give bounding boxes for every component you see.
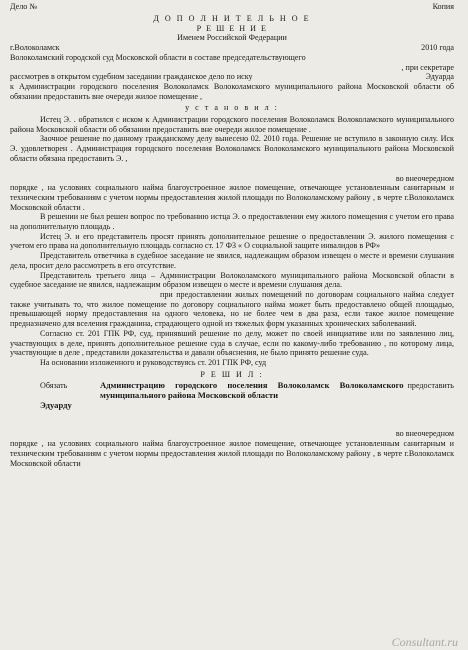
- copy-label: Копия: [432, 2, 454, 11]
- paragraph-12: порядке , на условиях социального найма благоустроенное жилое помещение, отвечающее установленным санитарным и техническим требованиям с учетом нормы предоставления жилой площади по Волоколамскому району , в черте г.Волоколамск Московской области: [10, 439, 454, 468]
- obyaz-defendant: Администрацию городского поселения Волоколамск Волоколамского муниципального района Московской области: [100, 380, 404, 401]
- paragraph-11: На основании изложенного и руководствуясь ст. 201 ГПК РФ, суд: [40, 357, 267, 367]
- obyaz-word: Обязать: [40, 381, 68, 391]
- paragraph-7: Представитель ответчика в судебное заседание не явился, надлежащим образом извещен о месте и времени слушания дела, просит дело рассмотреть в его отсутствие.: [10, 251, 454, 270]
- document-title: Д О П О Л Н И Т Е Л Ь Н О Е: [153, 14, 311, 23]
- paragraph-1: Волоколамский городской суд Московской области в составе председательствующего: [10, 52, 306, 62]
- paragraph-12-end: во внеочередном: [395, 429, 454, 439]
- document-subtitle: Р Е Ш Е Н И Е: [196, 23, 268, 33]
- obyaz-row: [10, 381, 454, 400]
- date: 2010 года: [421, 43, 454, 53]
- paragraph-8: Представитель третьего лица – Администрации Волоколамского муниципального района Московской области в судебное заседание не явился, надлежащим образом извещен о месте и времени слушания дела.: [10, 270, 454, 290]
- city-date-row: [10, 43, 454, 53]
- paragraph-3: Заочное решение по данному гражданскому делу вынесено 02. 2010 года. Решение не вступило в законную силу. Иск Э. удовлетворен . Администрация городского поселения Волоколамск Волоколамского муниципального района Московской области обязана предоставить Э. ,: [10, 134, 454, 163]
- reshil-heading: Р Е Ш И Л :: [200, 369, 264, 379]
- paragraph-1b: рассмотрев в открытом судебном заседании гражданское дело по иску Эдуарда: [10, 72, 454, 82]
- header-row: [10, 2, 454, 12]
- watermark: Consultant.ru: [391, 635, 458, 650]
- paragraph-6: Истец Э. и его представитель просят принять дополнительное решение о предоставлении Э. жилого помещения с учетом его права на дополнительную площадь согласно ст. 17 ФЗ « О социальной защите инвалидов в РФ»: [10, 231, 454, 251]
- paragraph-1c: к Администрации городского поселения Волоколамск Волоколамского муниципального района Московской области об обязании предоставить вне очереди жилое помещение ,: [10, 81, 454, 101]
- paragraph-4: порядке , на условиях социального найма благоустроенное жилое помещение, отвечающее установленным санитарным и техническим требованиям с учетом нормы предоставления жилой площади по Волоколамскому району , в черте г.Волоколамск Московской области .: [10, 183, 454, 212]
- paragraph-9: при предоставлении жилых помещений по договорам социального найма следует также учитывать то, что жилое помещение по договору социального найма может быть предоставлено общей площадью, превышающей норму предоставления на одного человека, но не более чем в два раза, если такое жилое помещение предназначено для вселения гражданина, страдающего одной из тяжелых форм указанных хронических заболеваний.: [10, 289, 454, 329]
- paragraph-5: В решении не был решен вопрос по требованию истца Э. о предоставлении ему жилого помещения с учетом его права на дополнительную площадь .: [10, 212, 454, 232]
- obyaz-right: предоставить: [407, 381, 454, 391]
- case-number-label: Дело №: [10, 2, 38, 11]
- in-name-line: Именем Российской Федерации: [177, 33, 287, 43]
- paragraph-2: Истец Э. . обратился с иском к Администрации городского поселения Волоколамск Волоколамского муниципального района Московской области об обязании предоставить вне очереди жилое помещение .: [10, 115, 454, 134]
- obyaz-name: Эдуарду: [40, 399, 72, 410]
- city: г.Волоколамск: [10, 43, 60, 53]
- secretary-line: , при секретаре: [401, 62, 454, 72]
- ustanovil-heading: у с т а н о в и л :: [185, 103, 279, 113]
- paragraph-10: Согласно ст. 201 ГПК РФ, суд, принявший решение по делу, может по своей инициативе или по заявлению лиц, участвующих в деле, принять дополнительное решение суда в случае, если по какому-либо требованию , по которому лица, участвующие в деле , представили доказательства и давали объяснения, не было принято решение суда.: [10, 328, 454, 358]
- paragraph-3-end: во внеочередном: [395, 173, 454, 183]
